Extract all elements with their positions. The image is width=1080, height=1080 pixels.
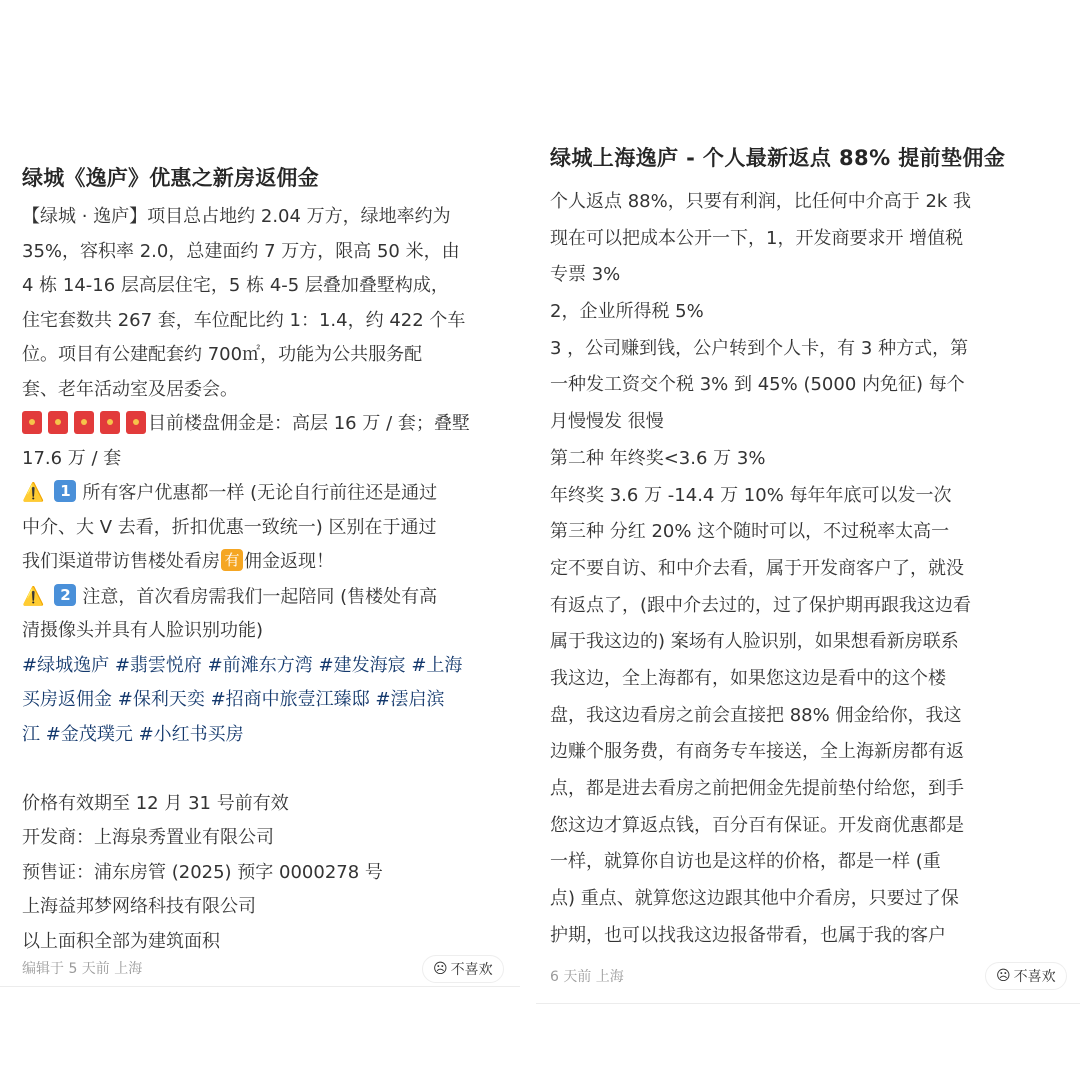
body-line: 我这边，全上海都有，如果您这边是看中的这个楼: [550, 667, 946, 689]
body-line: 月慢慢发 很慢: [550, 411, 664, 433]
post-meta: 6 天前 上海: [550, 969, 624, 985]
dislike-button[interactable]: [422, 955, 504, 983]
body-line: 现在可以把成本公开一下，1，开发商要求开 增值税: [550, 227, 964, 249]
dislike-face-icon: ☹: [996, 968, 1011, 984]
red-envelope-icon: [48, 411, 68, 434]
footer-line: 以上面积全部为建筑面积: [22, 930, 220, 952]
commission-text: 目前楼盘佣金是：高层 16 万 / 套；叠墅: [148, 413, 470, 434]
body-line: 住宅套数共 267 套，车位配比约 1：1.4，约 422 个车: [22, 309, 466, 331]
body-line: 点，都是进去看房之前把佣金先提前垫付给您，到手: [550, 778, 964, 799]
footer-line: 价格有效期至 12 月 31 号前有效: [22, 792, 289, 814]
body-line: 一样，就算你自访也是这样的价格，都是一样 (重: [550, 851, 941, 873]
hashtag-link[interactable]: 江: [22, 723, 40, 745]
body-line: 盘，我这边看房之前会直接把 88% 佣金给你，我这: [550, 704, 962, 726]
hashtag-line: [22, 649, 470, 684]
post-meta: 编辑于 5 天前 上海: [22, 961, 143, 977]
hashtag-line: [22, 718, 470, 753]
body-line: 属于我这边的) 案场有人脸识别，如果想看新房联系: [550, 631, 959, 653]
note-1: [22, 476, 470, 511]
body-line: 年终奖 3.6 万 -14.4 万 10% 每年年底可以发一次: [550, 484, 952, 506]
footer-line: 开发商：上海泉秀置业有限公司: [22, 827, 274, 848]
note-1-text-b: 佣金返现！: [244, 551, 334, 572]
dislike-button[interactable]: [985, 962, 1067, 990]
body-line: 3 ，公司赚到钱，公户转到个人卡，有 3 种方式，第: [550, 337, 969, 359]
commission-line: [22, 407, 470, 442]
body-line: 第二种 年终奖<3.6 万 3%: [550, 447, 766, 469]
keycap-2-icon: 2: [54, 584, 76, 606]
commission-line-2: 17.6 万 / 套: [22, 447, 122, 469]
red-envelope-icon: [100, 411, 120, 434]
hashtag-link[interactable]: #建发海宸: [318, 654, 406, 676]
note-2-text: 注意，首次看房需我们一起陪同 (售楼处有高: [82, 585, 438, 607]
hashtag-link[interactable]: #绿城逸庐: [22, 654, 110, 676]
note-1-text: 所有客户优惠都一样 (无论自行前往还是通过: [82, 482, 438, 504]
hashtag-link[interactable]: #澐启滨: [375, 689, 445, 710]
note-1-line-2: 中介、大 V 去看，折扣优惠一致统一) 区别在于通过: [22, 516, 437, 538]
body-line: 【绿城 · 逸庐】项目总占地约 2.04 万方，绿地率约为: [22, 206, 451, 227]
spacer: [22, 752, 470, 787]
body-line: 位。项目有公建配套约 700㎡，功能为公共服务配: [22, 344, 423, 365]
keycap-1-icon: 1: [54, 480, 76, 502]
divider: [536, 1003, 1080, 1004]
body-line: 护期，也可以找我这边报备带看，也属于我的客户: [550, 924, 946, 946]
body-line: 2，企业所得税 5%: [550, 301, 704, 323]
post-title: 绿城上海逸庐 - 个人最新返点 88% 提前垫佣金: [550, 146, 1006, 170]
post-title: 绿城《逸庐》优惠之新房返佣金: [22, 166, 319, 190]
warning-icon: ⚠️: [22, 585, 45, 607]
note-1-text-a: 我们渠道带访售楼处看房: [22, 551, 220, 572]
dislike-label: 不喜欢: [1013, 969, 1056, 985]
body-line: 定不要自访、和中介去看，属于开发商客户了，就没: [550, 557, 964, 579]
body-line: 个人返点 88%，只要有利润，比任何中介高于 2k 我: [550, 191, 972, 212]
body-line: 第三种 分红 20% 这个随时可以，不过税率太高一: [550, 521, 950, 543]
hashtag-link[interactable]: #金茂璞元: [45, 723, 133, 745]
left-post-card: [0, 0, 520, 1080]
body-line: 35%，容积率 2.0，总建面约 7 万方，限高 50 米，由: [22, 240, 460, 262]
dislike-label: 不喜欢: [450, 962, 493, 978]
body-line: 您这边才算返点钱，百分百有保证。开发商优惠都是: [550, 814, 964, 836]
hashtag-link[interactable]: #上海: [411, 654, 463, 676]
post-body: [22, 200, 470, 959]
body-line: 专票 3%: [550, 264, 621, 286]
red-envelope-icon: [74, 411, 94, 434]
note-1-line-3: [22, 545, 470, 580]
hashtag-link[interactable]: #翡雲悦府: [114, 654, 202, 676]
body-line: 一种发工资交个税 3% 到 45% (5000 内免征) 每个: [550, 374, 965, 396]
hashtag-line: [22, 683, 470, 718]
body-line: 有返点了，(跟中介去过的，过了保护期再跟我这边看: [550, 594, 972, 616]
footer-line: 上海益邦梦网络科技有限公司: [22, 896, 256, 917]
body-line: 4 栋 14-16 层高层住宅，5 栋 4-5 层叠加叠墅构成，: [22, 275, 449, 296]
dislike-face-icon: ☹: [433, 961, 448, 977]
note-2-line-2: 清摄像头并具有人脸识别功能): [22, 620, 264, 641]
note-2: [22, 580, 470, 615]
post-body: [550, 184, 971, 954]
hashtag-link[interactable]: #前滩东方湾: [207, 654, 313, 676]
hashtag-link[interactable]: #招商中旅壹江臻邸: [210, 689, 370, 710]
body-line: 边赚个服务费，有商务专车接送，全上海新房都有返: [550, 741, 964, 763]
hashtag-link[interactable]: #保利天奕: [117, 689, 205, 710]
red-envelope-icon: [22, 411, 42, 434]
body-line: 套、老年活动室及居委会。: [22, 378, 238, 400]
warning-icon: ⚠️: [22, 482, 45, 503]
right-post-card: [536, 0, 1080, 1080]
body-line: 点) 重点、就算您这边跟其他中介看房，只要过了保: [550, 888, 959, 910]
divider: [0, 986, 520, 987]
footer-line: 预售证：浦东房管 (2025) 预字 0000278 号: [22, 861, 383, 883]
red-envelope-icon: [126, 411, 146, 434]
hashtag-link[interactable]: #小红书买房: [138, 723, 244, 745]
you-badge-icon: 有: [221, 549, 243, 571]
hashtag-link[interactable]: 买房返佣金: [22, 689, 112, 710]
